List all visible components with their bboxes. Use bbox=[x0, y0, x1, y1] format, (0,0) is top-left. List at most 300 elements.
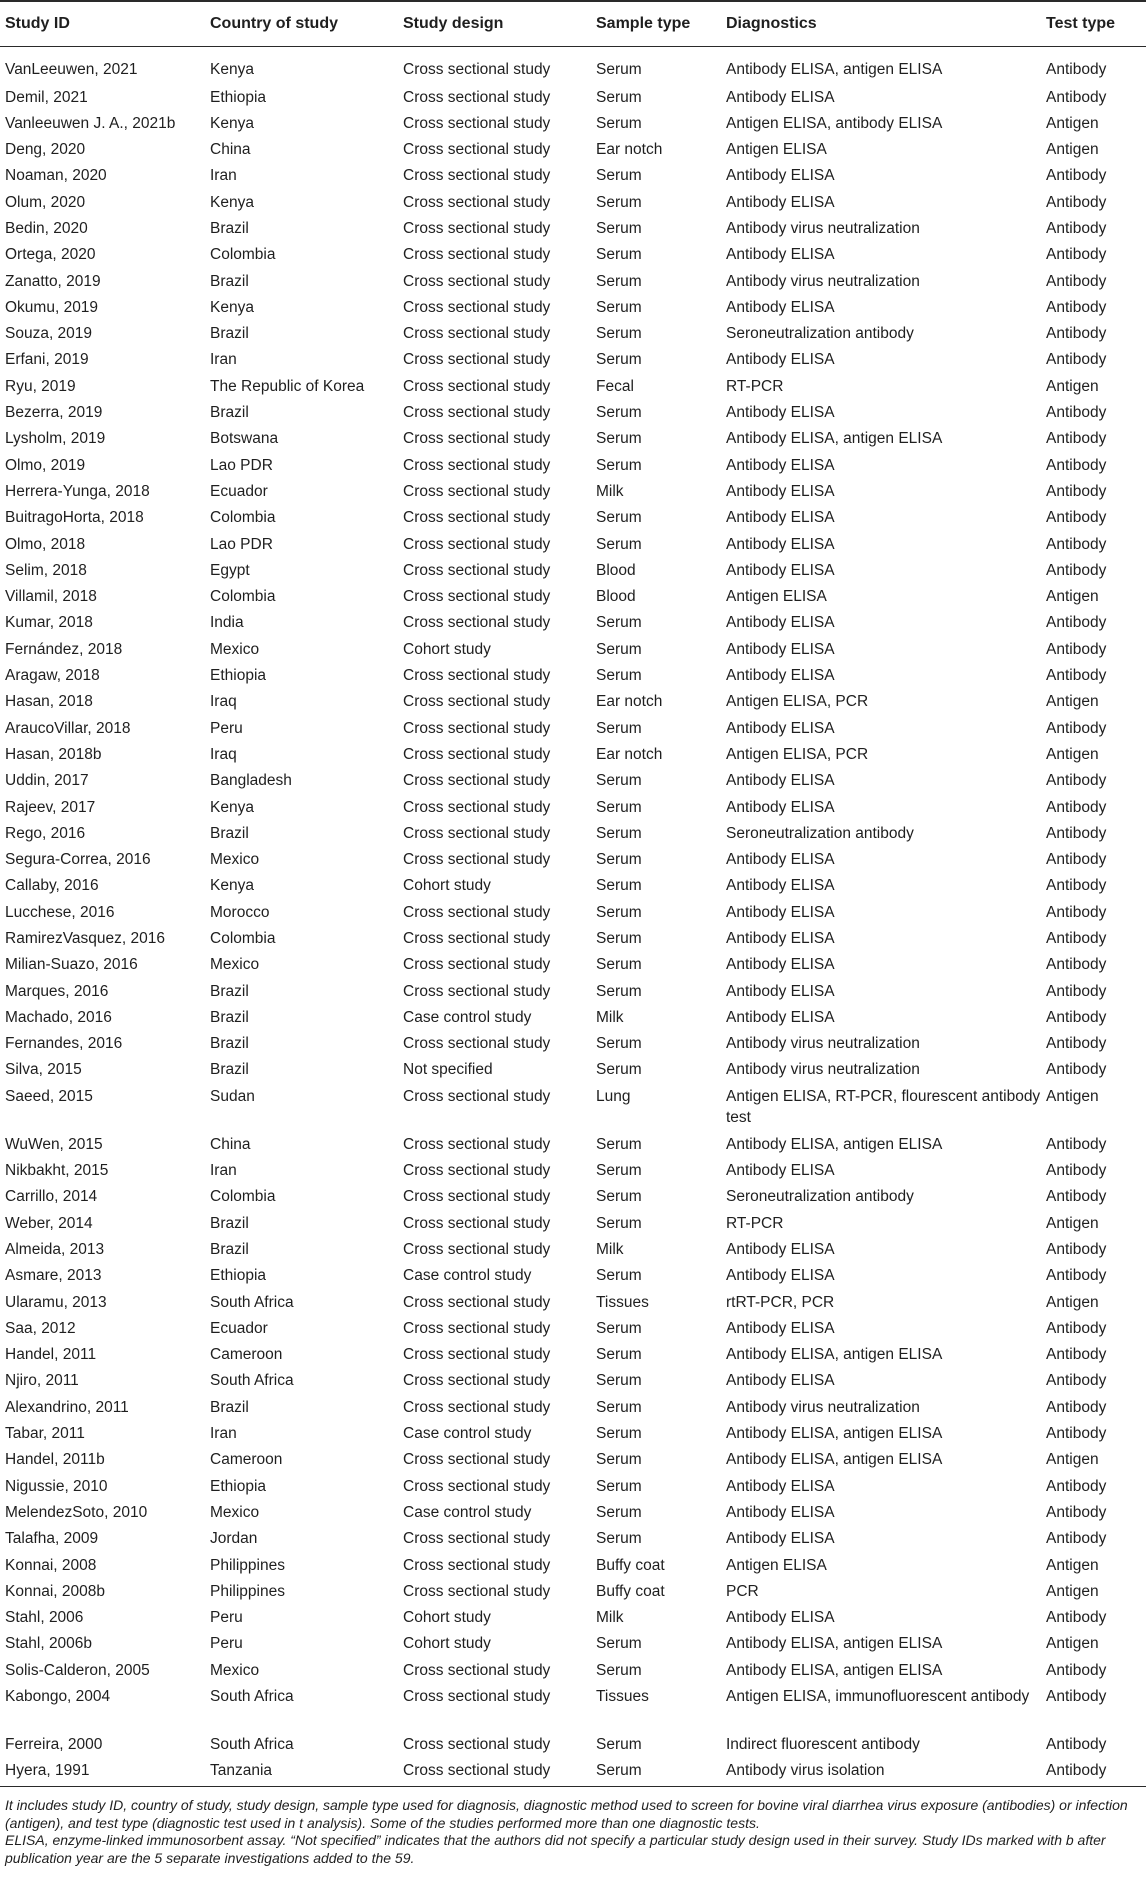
cell-test-type: Antibody bbox=[1046, 88, 1107, 106]
cell-study-design: Cross sectional study bbox=[403, 667, 551, 685]
cell-diagnostics: Antibody ELISA bbox=[726, 851, 835, 869]
cell-test-type: Antibody bbox=[1046, 1061, 1107, 1079]
cell-study-design: Cross sectional study bbox=[403, 1372, 551, 1390]
cell-study-id: Olmo, 2018 bbox=[5, 535, 86, 553]
cell-country: Iraq bbox=[210, 745, 237, 763]
cell-country: Bangladesh bbox=[210, 772, 292, 790]
cell-diagnostics: Antibody ELISA bbox=[726, 877, 835, 895]
cell-sample-type: Serum bbox=[596, 956, 642, 974]
cell-study-id: Saeed, 2015 bbox=[5, 1087, 93, 1105]
cell-study-id: Ryu, 2019 bbox=[5, 377, 76, 395]
cell-study-design: Cross sectional study bbox=[403, 614, 551, 632]
cell-sample-type: Tissues bbox=[596, 1293, 649, 1311]
cell-sample-type: Serum bbox=[596, 1635, 642, 1653]
table-row bbox=[0, 320, 1146, 346]
cell-study-design: Cross sectional study bbox=[403, 1688, 551, 1706]
cell-diagnostics: Antigen ELISA, antibody ELISA bbox=[726, 114, 943, 132]
cell-study-design: Cross sectional study bbox=[403, 561, 551, 579]
cell-test-type: Antigen bbox=[1046, 693, 1099, 711]
table-row bbox=[0, 1473, 1146, 1499]
table-row bbox=[0, 925, 1146, 951]
table-row bbox=[0, 872, 1146, 898]
table-row bbox=[0, 609, 1146, 635]
cell-sample-type: Serum bbox=[596, 1530, 642, 1548]
cell-diagnostics: Antibody ELISA bbox=[726, 88, 835, 106]
table-row bbox=[0, 1341, 1146, 1367]
table-row bbox=[0, 47, 1146, 84]
cell-diagnostics: Antibody ELISA bbox=[726, 167, 835, 185]
cell-study-design: Cross sectional study bbox=[403, 1293, 551, 1311]
cell-test-type: Antigen bbox=[1046, 141, 1099, 159]
cell-sample-type: Serum bbox=[596, 1661, 642, 1679]
table-row bbox=[0, 1525, 1146, 1551]
cell-study-id: WuWen, 2015 bbox=[5, 1135, 103, 1153]
cell-sample-type: Serum bbox=[596, 535, 642, 553]
cell-diagnostics: PCR bbox=[726, 1582, 759, 1600]
cell-diagnostics: Antibody ELISA bbox=[726, 982, 835, 1000]
cell-study-id: MelendezSoto, 2010 bbox=[5, 1503, 148, 1521]
cell-sample-type: Serum bbox=[596, 61, 642, 78]
cell-sample-type: Milk bbox=[596, 482, 624, 500]
cell-diagnostics: Antibody ELISA, antigen ELISA bbox=[726, 430, 943, 448]
cell-test-type: Antibody bbox=[1046, 1008, 1107, 1026]
cell-sample-type: Serum bbox=[596, 456, 642, 474]
cell-test-type: Antigen bbox=[1046, 114, 1099, 132]
cell-study-design: Cross sectional study bbox=[403, 745, 551, 763]
cell-sample-type: Serum bbox=[596, 1035, 642, 1053]
cell-country: Lao PDR bbox=[210, 535, 273, 553]
cell-test-type: Antibody bbox=[1046, 1736, 1107, 1754]
table-row bbox=[0, 794, 1146, 820]
cell-diagnostics: Antibody ELISA bbox=[726, 404, 835, 422]
cell-study-id: Rego, 2016 bbox=[5, 824, 86, 842]
cell-study-id: Souza, 2019 bbox=[5, 325, 93, 343]
cell-diagnostics: Antibody ELISA bbox=[726, 246, 835, 264]
cell-country: Brazil bbox=[210, 1398, 249, 1416]
cell-country: Kenya bbox=[210, 193, 254, 211]
cell-diagnostics: Indirect fluorescent antibody bbox=[726, 1736, 920, 1754]
cell-country: Kenya bbox=[210, 798, 254, 816]
cell-sample-type: Serum bbox=[596, 982, 642, 1000]
table-row bbox=[0, 557, 1146, 583]
cell-study-design: Cohort study bbox=[403, 1609, 491, 1627]
cell-test-type: Antibody bbox=[1046, 1267, 1107, 1285]
cell-study-design: Cross sectional study bbox=[403, 1214, 551, 1232]
cell-country: Morocco bbox=[210, 903, 270, 921]
table-row bbox=[0, 1630, 1146, 1656]
cell-test-type: Antibody bbox=[1046, 1162, 1107, 1180]
cell-study-id: Hasan, 2018b bbox=[5, 745, 102, 763]
cell-test-type: Antigen bbox=[1046, 1635, 1099, 1653]
cell-diagnostics: Antibody ELISA bbox=[726, 1530, 835, 1548]
table-row bbox=[0, 373, 1146, 399]
cell-diagnostics: Antibody ELISA, antigen ELISA bbox=[726, 1135, 943, 1153]
cell-study-id: Zanatto, 2019 bbox=[5, 272, 101, 290]
table-row bbox=[0, 268, 1146, 294]
cell-study-id: Vanleeuwen J. A., 2021b bbox=[5, 114, 176, 132]
cell-sample-type: Serum bbox=[591, 1757, 721, 1786]
cell-diagnostics: Antibody ELISA bbox=[726, 193, 835, 211]
cell-diagnostics: Seroneutralization antibody bbox=[726, 1188, 914, 1206]
cell-diagnostics: Antibody ELISA, antigen ELISA bbox=[726, 1661, 943, 1679]
table-row bbox=[0, 1315, 1146, 1341]
cell-study-design: Case control study bbox=[403, 1425, 532, 1443]
cell-country: Ecuador bbox=[210, 482, 268, 500]
cell-study-id: Almeida, 2013 bbox=[5, 1240, 105, 1258]
cell-diagnostics: Antibody ELISA bbox=[726, 956, 835, 974]
cell-study-design: Cross sectional study bbox=[403, 1736, 551, 1754]
cell-study-design: Case control study bbox=[403, 1267, 532, 1285]
cell-test-type: Antibody bbox=[1046, 982, 1107, 1000]
cell-country: Brazil bbox=[210, 982, 249, 1000]
cell-sample-type: Milk bbox=[596, 1008, 624, 1026]
cell-study-id: Konnai, 2008b bbox=[5, 1582, 105, 1600]
cell-study-design: Cross sectional study bbox=[403, 167, 551, 185]
table-row bbox=[0, 162, 1146, 188]
cell-study-design: Cross sectional study bbox=[403, 1661, 551, 1679]
cell-diagnostics: Antibody ELISA, antigen ELISA bbox=[726, 1635, 943, 1653]
cell-study-id: Weber, 2014 bbox=[5, 1214, 93, 1232]
cell-country: Peru bbox=[210, 719, 243, 737]
cell-study-design: Case control study bbox=[403, 1503, 532, 1521]
cell-study-design: Cross sectional study bbox=[403, 219, 551, 237]
table-footnote bbox=[5, 1797, 1141, 1867]
cell-study-id: VanLeeuwen, 2021 bbox=[5, 61, 138, 78]
table-row bbox=[0, 636, 1146, 662]
cell-study-design: Cohort study bbox=[403, 877, 491, 895]
cell-country: Colombia bbox=[210, 1188, 276, 1206]
cell-diagnostics: Antibody ELISA bbox=[726, 561, 835, 579]
cell-test-type: Antibody bbox=[1046, 351, 1107, 369]
cell-country: South Africa bbox=[210, 1688, 294, 1706]
cell-study-design: Cross sectional study bbox=[403, 1530, 551, 1548]
cell-study-design: Cross sectional study bbox=[403, 325, 551, 343]
cell-test-type: Antibody bbox=[1046, 1319, 1107, 1337]
table-row bbox=[0, 688, 1146, 714]
cell-study-design: Cross sectional study bbox=[403, 824, 551, 842]
cell-test-type: Antibody bbox=[1041, 1757, 1146, 1786]
cell-diagnostics: Seroneutralization antibody bbox=[726, 824, 914, 842]
cell-country: Peru bbox=[210, 1635, 243, 1653]
cell-sample-type: Serum bbox=[596, 1214, 642, 1232]
cell-study-id: Stahl, 2006 bbox=[5, 1609, 84, 1627]
cell-study-design: Cross sectional study bbox=[403, 535, 551, 553]
cell-sample-type: Serum bbox=[596, 1188, 642, 1206]
table-row bbox=[0, 1157, 1146, 1183]
cell-study-design: Cohort study bbox=[403, 1635, 491, 1653]
cell-study-id: Ortega, 2020 bbox=[5, 246, 96, 264]
cell-test-type: Antigen bbox=[1046, 1214, 1099, 1232]
cell-diagnostics: Antigen ELISA, immunofluorescent antibody bbox=[726, 1688, 1030, 1706]
table-header bbox=[0, 1, 1146, 47]
cell-sample-type: Buffy coat bbox=[596, 1582, 665, 1600]
cell-study-id: Milian-Suazo, 2016 bbox=[5, 956, 138, 974]
table-row bbox=[0, 1210, 1146, 1236]
cell-test-type: Antibody bbox=[1046, 1135, 1107, 1153]
cell-test-type: Antibody bbox=[1046, 1240, 1107, 1258]
cell-sample-type: Serum bbox=[596, 1451, 642, 1469]
cell-sample-type: Serum bbox=[596, 298, 642, 316]
cell-sample-type: Serum bbox=[596, 667, 642, 685]
cell-study-design: Case control study bbox=[403, 1008, 532, 1026]
cell-study-id: Silva, 2015 bbox=[5, 1061, 82, 1079]
cell-country: Cameroon bbox=[210, 1451, 283, 1469]
cell-test-type: Antibody bbox=[1046, 614, 1107, 632]
cell-study-id: Carrillo, 2014 bbox=[5, 1188, 98, 1206]
table-body bbox=[0, 47, 1146, 1787]
cell-sample-type: Serum bbox=[596, 1135, 642, 1153]
cell-test-type: Antibody bbox=[1046, 667, 1107, 685]
cell-country: Mexico bbox=[210, 1503, 260, 1521]
cell-country: Ethiopia bbox=[210, 88, 267, 106]
header-row bbox=[0, 1, 1146, 47]
cell-study-id: Fernandes, 2016 bbox=[5, 1035, 123, 1053]
cell-country: Sudan bbox=[210, 1087, 255, 1105]
table-row bbox=[0, 1183, 1146, 1209]
cell-study-id: Machado, 2016 bbox=[5, 1008, 112, 1026]
cell-test-type: Antibody bbox=[1046, 456, 1107, 474]
table-row bbox=[0, 84, 1146, 110]
cell-country: Kenya bbox=[210, 298, 254, 316]
cell-diagnostics: Antigen ELISA bbox=[726, 588, 827, 606]
cell-study-design: Cross sectional study bbox=[403, 1556, 551, 1574]
cell-country: Mexico bbox=[210, 1661, 260, 1679]
table-row bbox=[0, 452, 1146, 478]
cell-sample-type: Serum bbox=[596, 1372, 642, 1390]
cell-study-id: Ularamu, 2013 bbox=[5, 1293, 107, 1311]
cell-sample-type: Serum bbox=[596, 88, 642, 106]
column-header-country: Country of study bbox=[205, 1, 398, 47]
cell-study-design: Cross sectional study bbox=[403, 693, 551, 711]
cell-sample-type: Ear notch bbox=[596, 141, 663, 159]
cell-study-design: Cross sectional study bbox=[403, 1035, 551, 1053]
cell-sample-type: Serum bbox=[596, 193, 642, 211]
cell-country: Kenya bbox=[210, 114, 254, 132]
cell-test-type: Antibody bbox=[1046, 482, 1107, 500]
cell-diagnostics: Antibody virus neutralization bbox=[726, 1035, 920, 1053]
cell-country: Brazil bbox=[210, 1035, 249, 1053]
cell-study-id: Bedin, 2020 bbox=[5, 219, 88, 237]
cell-test-type: Antibody bbox=[1046, 1609, 1107, 1627]
cell-study-id: Rajeev, 2017 bbox=[5, 798, 96, 816]
cell-study-design: Cross sectional study bbox=[403, 1582, 551, 1600]
cell-sample-type: Tissues bbox=[596, 1688, 649, 1706]
cell-sample-type: Serum bbox=[596, 404, 642, 422]
table-row bbox=[0, 241, 1146, 267]
column-header-study-design: Study design bbox=[398, 1, 591, 47]
cell-country: South Africa bbox=[210, 1736, 294, 1754]
cell-sample-type: Blood bbox=[596, 561, 636, 579]
cell-country: Egypt bbox=[210, 561, 250, 579]
cell-study-design: Cross sectional study bbox=[403, 851, 551, 869]
table-row bbox=[0, 136, 1146, 162]
cell-test-type: Antibody bbox=[1046, 561, 1107, 579]
cell-country: Iraq bbox=[210, 693, 237, 711]
cell-sample-type: Milk bbox=[596, 1240, 624, 1258]
table-row bbox=[0, 1757, 1146, 1786]
cell-study-id: Villamil, 2018 bbox=[5, 588, 97, 606]
cell-diagnostics: Antibody ELISA, antigen ELISA bbox=[726, 1346, 943, 1364]
cell-study-id: AraucoVillar, 2018 bbox=[5, 719, 131, 737]
cell-country: Iran bbox=[210, 1425, 237, 1443]
cell-test-type: Antibody bbox=[1046, 61, 1107, 78]
table-row bbox=[0, 1004, 1146, 1030]
table-row bbox=[0, 820, 1146, 846]
cell-study-id: Kumar, 2018 bbox=[5, 614, 93, 632]
cell-diagnostics: Antibody ELISA bbox=[726, 351, 835, 369]
cell-test-type: Antibody bbox=[1046, 1372, 1107, 1390]
cell-diagnostics: Antibody ELISA bbox=[726, 1267, 835, 1285]
cell-sample-type: Serum bbox=[596, 877, 642, 895]
cell-diagnostics: Antibody virus neutralization bbox=[726, 1398, 920, 1416]
table-row bbox=[0, 1056, 1146, 1082]
cell-test-type: Antibody bbox=[1046, 640, 1107, 658]
cell-diagnostics: Antigen ELISA, RT-PCR, flourescent antibody test bbox=[726, 1087, 1041, 1126]
cell-country: Brazil bbox=[210, 1240, 249, 1258]
cell-country: Cameroon bbox=[210, 1346, 283, 1364]
cell-study-design: Cross sectional study bbox=[403, 982, 551, 1000]
table-row bbox=[0, 425, 1146, 451]
cell-country: South Africa bbox=[210, 1372, 294, 1390]
cell-test-type: Antigen bbox=[1046, 1293, 1099, 1311]
cell-country: South Africa bbox=[210, 1293, 294, 1311]
column-header-diagnostics: Diagnostics bbox=[721, 1, 1041, 47]
cell-study-id: Herrera-Yunga, 2018 bbox=[5, 482, 150, 500]
cell-test-type: Antibody bbox=[1046, 1188, 1107, 1206]
cell-test-type: Antibody bbox=[1046, 1530, 1107, 1548]
cell-study-design: Cross sectional study bbox=[398, 1757, 591, 1786]
cell-study-design: Cross sectional study bbox=[403, 1135, 551, 1153]
cell-study-id: Nigussie, 2010 bbox=[5, 1477, 108, 1495]
cell-study-design: Cross sectional study bbox=[403, 1451, 551, 1469]
cell-study-design: Cross sectional study bbox=[403, 1188, 551, 1206]
table-row bbox=[0, 583, 1146, 609]
cell-study-id: Nikbakht, 2015 bbox=[5, 1162, 109, 1180]
cell-test-type: Antibody bbox=[1046, 930, 1107, 947]
cell-sample-type: Serum bbox=[596, 246, 642, 264]
cell-study-design: Cross sectional study bbox=[403, 1477, 551, 1495]
cell-country: Brazil bbox=[210, 404, 249, 422]
cell-test-type: Antibody bbox=[1046, 877, 1107, 895]
cell-country: Botswana bbox=[210, 430, 279, 448]
column-header-test-type: Test type bbox=[1041, 1, 1146, 47]
cell-test-type: Antibody bbox=[1046, 824, 1107, 842]
cell-study-design: Not specified bbox=[403, 1061, 493, 1079]
cell-country: Kenya bbox=[210, 61, 254, 78]
cell-study-id: Hasan, 2018 bbox=[5, 693, 93, 711]
cell-test-type: Antigen bbox=[1046, 745, 1099, 763]
table-row bbox=[0, 1236, 1146, 1262]
cell-country: Iran bbox=[210, 1162, 237, 1180]
cell-diagnostics: Antibody ELISA bbox=[726, 535, 835, 553]
cell-country: Philippines bbox=[210, 1556, 285, 1574]
cell-country: The Republic of Korea bbox=[210, 377, 365, 395]
cell-sample-type: Fecal bbox=[596, 377, 634, 395]
cell-country: Iran bbox=[210, 351, 237, 369]
cell-study-id: Handel, 2011b bbox=[5, 1451, 105, 1469]
cell-sample-type: Serum bbox=[596, 114, 642, 132]
cell-study-id: Hyera, 1991 bbox=[0, 1757, 205, 1786]
cell-diagnostics: rtRT-PCR, PCR bbox=[726, 1293, 835, 1311]
cell-test-type: Antigen bbox=[1046, 588, 1099, 606]
cell-test-type: Antibody bbox=[1046, 772, 1107, 790]
cell-country: Mexico bbox=[210, 640, 260, 658]
cell-study-design: Cross sectional study bbox=[403, 377, 551, 395]
cell-test-type: Antibody bbox=[1046, 193, 1107, 211]
cell-sample-type: Serum bbox=[596, 1503, 642, 1521]
table-row bbox=[0, 715, 1146, 741]
cell-diagnostics: Antibody ELISA bbox=[726, 482, 835, 500]
cell-sample-type: Serum bbox=[596, 824, 642, 842]
cell-sample-type: Serum bbox=[596, 1346, 642, 1364]
footnote-description: It includes study ID, country of study, study design, sample type used for diagnosis, diagnostic method used to screen for bovine viral diarrhea virus exposure (antibodies) or infection (antigen), and test type (diagnostic test used in t analysis). Some of the studies performed more than one diagnostic tests. bbox=[5, 1797, 1128, 1831]
cell-diagnostics: Antibody ELISA bbox=[726, 719, 835, 737]
cell-sample-type: Serum bbox=[596, 1425, 642, 1443]
cell-sample-type: Serum bbox=[596, 1398, 642, 1416]
cell-diagnostics: Antibody ELISA bbox=[726, 667, 835, 685]
cell-sample-type: Serum bbox=[596, 640, 642, 658]
cell-diagnostics: Antibody ELISA bbox=[726, 930, 835, 947]
cell-study-design: Cross sectional study bbox=[403, 246, 551, 264]
cell-test-type: Antibody bbox=[1046, 219, 1107, 237]
cell-country: Brazil bbox=[210, 1008, 249, 1026]
cell-country: Peru bbox=[210, 1609, 243, 1627]
cell-test-type: Antigen bbox=[1046, 1582, 1099, 1600]
table-row bbox=[0, 767, 1146, 793]
table-row bbox=[0, 741, 1146, 767]
cell-diagnostics: Antibody virus neutralization bbox=[726, 272, 920, 290]
cell-sample-type: Lung bbox=[596, 1087, 631, 1105]
cell-sample-type: Serum bbox=[596, 1162, 642, 1180]
cell-test-type: Antibody bbox=[1046, 903, 1107, 921]
cell-diagnostics: Antibody ELISA bbox=[726, 1162, 835, 1180]
cell-test-type: Antibody bbox=[1046, 956, 1107, 974]
cell-test-type: Antibody bbox=[1046, 272, 1107, 290]
cell-country: Philippines bbox=[210, 1582, 285, 1600]
table-row bbox=[0, 346, 1146, 372]
cell-sample-type: Serum bbox=[596, 1319, 642, 1337]
cell-country: Ethiopia bbox=[210, 667, 267, 685]
cell-diagnostics: Seroneutralization antibody bbox=[726, 325, 914, 343]
cell-study-design: Cross sectional study bbox=[403, 1087, 551, 1105]
cell-sample-type: Ear notch bbox=[596, 693, 663, 711]
cell-sample-type: Serum bbox=[596, 772, 642, 790]
cell-test-type: Antibody bbox=[1046, 1477, 1107, 1495]
cell-diagnostics: Antibody ELISA bbox=[726, 903, 835, 921]
cell-diagnostics: Antibody ELISA bbox=[726, 456, 835, 474]
cell-study-design: Cross sectional study bbox=[403, 956, 551, 974]
cell-study-design: Cross sectional study bbox=[403, 61, 551, 78]
cell-test-type: Antibody bbox=[1046, 430, 1107, 448]
table-row bbox=[0, 531, 1146, 557]
cell-diagnostics: Antibody ELISA bbox=[726, 798, 835, 816]
cell-country: Lao PDR bbox=[210, 456, 273, 474]
table-row bbox=[0, 189, 1146, 215]
table-row bbox=[0, 110, 1146, 136]
cell-study-id: Okumu, 2019 bbox=[5, 298, 99, 316]
cell-diagnostics: Antibody ELISA bbox=[726, 640, 835, 658]
cell-test-type: Antibody bbox=[1046, 851, 1107, 869]
cell-study-id: Asmare, 2013 bbox=[5, 1267, 102, 1285]
cell-sample-type: Serum bbox=[596, 1061, 642, 1079]
cell-diagnostics: Antibody ELISA bbox=[726, 1477, 835, 1495]
cell-test-type: Antibody bbox=[1046, 167, 1107, 185]
cell-study-id: Njiro, 2011 bbox=[5, 1372, 79, 1390]
cell-study-design: Cross sectional study bbox=[403, 1240, 551, 1258]
cell-country: China bbox=[210, 141, 251, 159]
table-row bbox=[0, 478, 1146, 504]
cell-country: Iran bbox=[210, 167, 237, 185]
